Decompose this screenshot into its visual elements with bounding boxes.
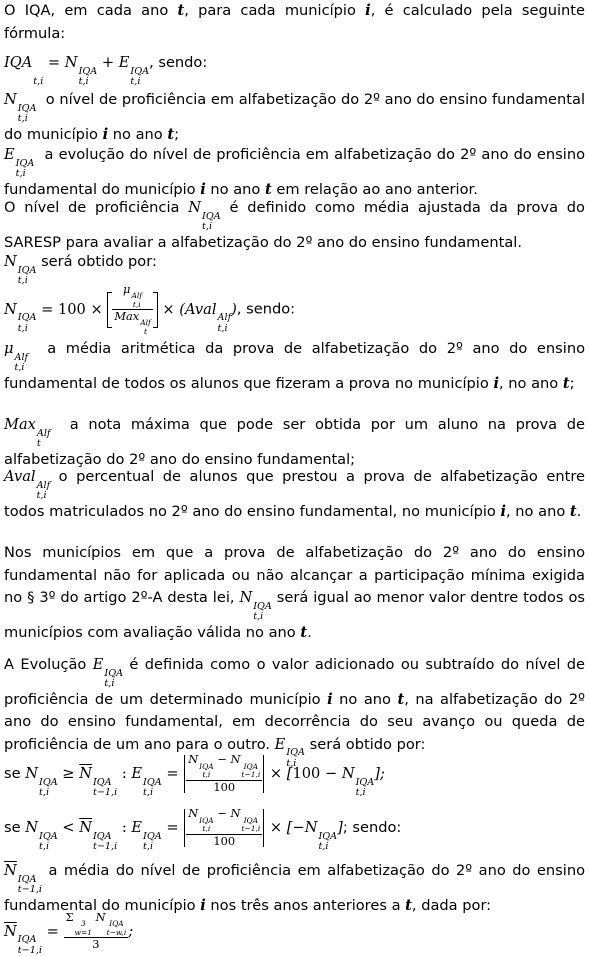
paragraph-evolucao: A Evolução E IQA t,i é definida como o valor adicionado ou subtraído do nível de proficiência de um determinado município i no ano t, na alfabetização do 2º ano do ensino fundamental, em decorrência do seu avanço ou queda de proficiência de um ano para o outro. E IQA t,i será obtido por: xyxy=(4,656,586,770)
definition-e: E IQA t,i a evolução do nível de proficiência em alfabetização do 2º ano do ensino fundamental do município i no ano t em relação ao ano anterior. xyxy=(4,146,585,198)
formula-tail-text: , sendo: xyxy=(149,54,208,71)
evolution-formula-lt: se N IQA t,i < $\overline{N}$ IQA t−1,i : E IQA t,i = N IQA t,i − N IQA t−1,i 100 × [−N IQA t,i ]; sendo: xyxy=(4,806,402,853)
definition-max: Max Alf t a nota máxima que pode ser obtida por um aluno na prova de alfabetização do 2º ano do ensino fundamental; xyxy=(4,416,585,468)
definition-aval: Aval Alf t,i o percentual de alunos que prestou a prova de alfabetização entre todos matriculados no 2º ano do ensino fundamental, no município i, no ano t. xyxy=(4,468,585,520)
iqa-formula: IQA t,i = N IQA t,i + E IQA t,i , sendo: xyxy=(4,54,208,88)
se-label: se xyxy=(4,765,21,782)
obtido-text: será obtido por: xyxy=(41,253,157,270)
definition-mu: μ Alf t,i a média aritmética da prova de alfabetização do 2º ano do ensino fundamental de todos os alunos que fizeram a prova no município i, no ano t; xyxy=(4,340,585,392)
sendo-end-text: ; sendo: xyxy=(342,819,402,836)
definition-nbar: $\overline{N}$ IQA t−1,i a média do nível de proficiência em alfabetização do 2º ano do ensino fundamental do município i nos três anos anteriores a t, dada por: xyxy=(4,862,585,914)
paragraph-municipios: Nos municípios em que a prova de alfabetização do 2º ano do ensino fundamental não for aplicada ou não alcançar a participação mínima exigida no § 3º do artigo 2º-A desta lei, N IQA t,i será igual ao menor valor dentre todos os municípios com avaliação válida no ano t. xyxy=(4,544,585,641)
nbar-formula: $\overline{N}$ IQA t−1,i = Σ 3 w=1 N IQA t−w,i 3 ; xyxy=(4,910,134,956)
paragraph-nivel: O nível de proficiência N IQA t,i é definido como média ajustada da prova do SARESP para avaliar a alfabetização do 2º ano do ensino fundamental. xyxy=(4,199,585,251)
evolution-formula-ge: se N IQA t,i ≥ $\overline{N}$ IQA t−1,i : E IQA t,i = N IQA t,i − N IQA t−1,i 100 × [100 − N IQA t,i ]; xyxy=(4,752,385,799)
obtido-line: N IQA t,i será obtido por: xyxy=(4,253,157,287)
formula2-tail-text: , sendo: xyxy=(236,300,296,318)
n-formula: N IQA t,i = 100 × μ Alf t,i Max Alf t × (Aval Alf t,i ), sendo: xyxy=(4,282,296,336)
se-label: se xyxy=(4,819,21,836)
intro-paragraph: O IQA, em cada ano t, para cada município i, é calculado pela seguinte fórmula: xyxy=(4,2,585,42)
definition-n: N IQA t,i o nível de proficiência em alfabetização do 2º ano do ensino fundamental do município i no ano t; xyxy=(4,91,585,143)
